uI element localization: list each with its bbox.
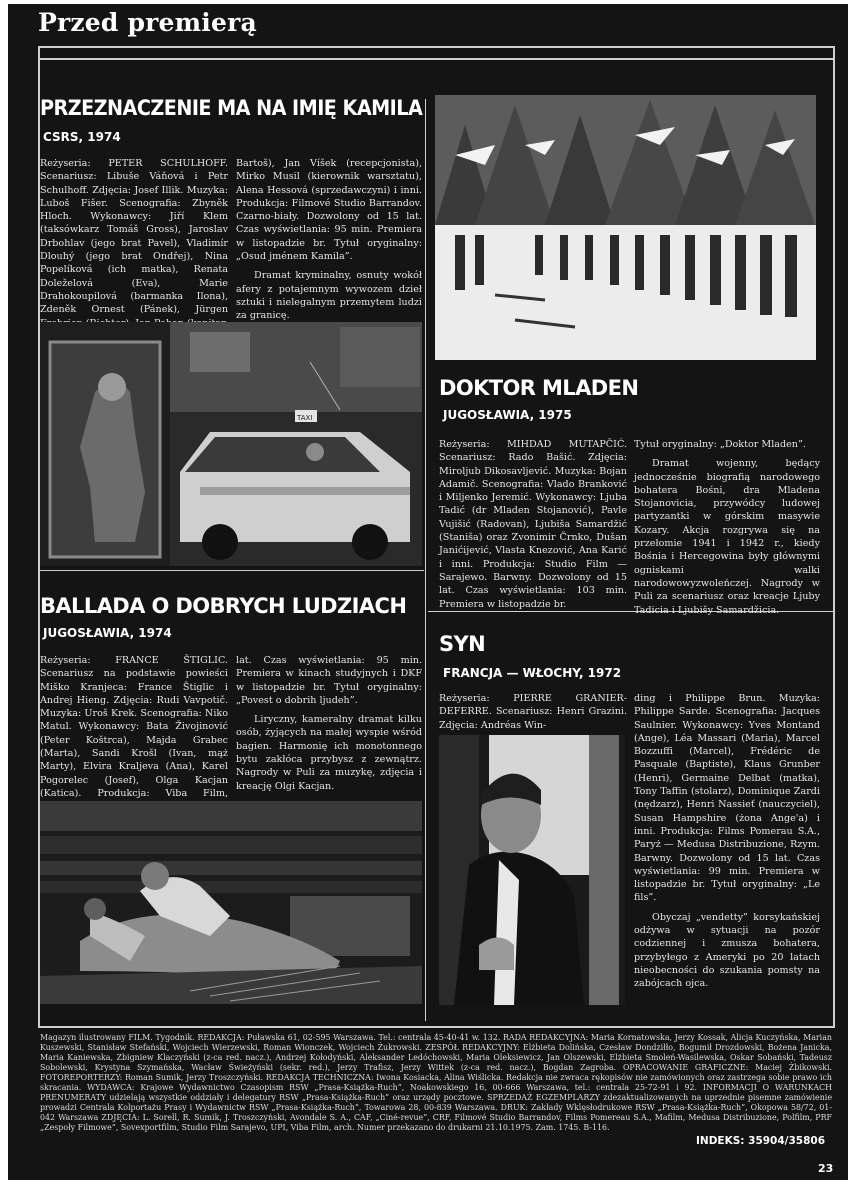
- synopsis-text: Obyczaj „vendetty” korsykańskiej odżywa w sytuacji na pozór codziennej i zmusza bohatera, przybyłego z Ameryki po 20 latach nieobecności do szukania pomsty na zabójcach ojca.: [634, 911, 820, 990]
- article-country-doktor-mladen: JUGOSŁAWIA, 1975: [443, 408, 572, 422]
- index-number: INDEKS: 35904/35806: [696, 1135, 826, 1147]
- article-title-kamila: PRZEZNACZENIE MA NA IMIĘ KAMILA: [40, 96, 423, 120]
- synopsis-text: Liryczny, kameralny dramat kilku osób, żyjących na małej wyspie wśród bagien. Harmonię ich monotonnego bytu zakłóca przybysz z zewnątrz. Nagrody w Puli za muzykę, zdjęcia i kreację Olgi Kacjan.: [236, 714, 422, 792]
- article-title-doktor-mladen: DOKTOR MLADEN: [439, 376, 639, 400]
- colophon: Magazyn ilustrowany FILM. Tygodnik. REDAKCJA: Puławska 61, 02-595 Warszawa. Tel.: centrala 45-40-41 w. 132. RADA REDAKCYJNA: Maria Kornatowska, Jerzy Kossak, Alicja Kuczyńska, Marian Kuszewski, Stanisław Stefański, Wojciech Wierzewski, Roman Wionczek, Wojciech Żukrowski. ZESPÓŁ REDAKCYJNY: Elżbieta Dolińska, Czesław Dondziłło, Bogumił Drozdowski, Bożena Janicka, Maria Kaniewska, Zbigniew Klaczyński (z-ca red. nacz.), Andrzej Kołodyński, Aleksander Ledóchowski, Maria Oleksiewicz, Jan Olszewski, Elżbieta Smoleń-Wasilewska, Oskar Sobański, Tadeusz Sobolewski, Krystyna Szymańska, Wacław Świeżyński (sekr. red.), Jerzy Trafisz, Jerzy Wittek (z-ca red. nacz.), Bogdan Zagroba. OPRACOWANIE GRAFICZNE: Maciej Żbikowski. FOTOREPORTERZY: Roman Sumik, Jerzy Troszczyński. REDAKCJA TECHNICZNA: Iwona Kosiacka, Alina Wiślicka. Redakcja nie zwraca rękopisów nie zamówionych oraz zastrzega sobie prawo ich skracania. WYDAWCA: Krajowe Wydawnictwo Czasopism RSW „Prasa-Książka-Ruch”, Noakowskiego 16, 00-666 Warszawa, tel.: centrala 25-72-91 i 92. INFORMACJI O WARUNKACH PRENUMERATY udzielają wszystkie oddziały i delegatury RSW „Prasa-Książka-Ruch” oraz urzędy pocztowe. SPRZEDAŻ EGZEMPLARZY zdezaktualizowanych na uprzednie pisemne zamówienie prowadzi Centrala Kolportażu Prasy i Wydawnictw RSW „Prasa-Książka-Ruch”, Towarowa 28, 00-839 Warszawa. DRUK: Zakłady Wklęsłodrukowe RSW „Prasa-Książka-Ruch”, Okopowa 58/72, 01-042 Warszawa ZDJĘCIA: L. Sorell, R. Sumik, J. Troszczyński, Avondale S. A., CAF, „Ciné-revue”, CRF, Filmové Studio Barrandov, Films Pomereau S.A., Mafilm, Medusa Distribuzione, Polfilm, PRF „Zespoły Filmowe”, Sovexportfilm, Studio Film Sarajevo, UPI, Viba Film, arch. Numer przekazano do drukarni 21.10.1975. Zam. 1745. B-116.: [40, 1033, 832, 1132]
- magazine-page: [8, 4, 848, 1180]
- credits-text: Reżyseria: PETER SCHULHOFF. Scenariusz: Libuše Váňová i Petr Schulhoff. Zdjęcia: Josef Illik. Muzyka: Luboš Fišer. Scenografia: Zbyněk Hloch. Wykonawcy: Jiří Klem (taksówkarz Tomáš Gross), Jaroslav Drbohlav (jego brat Pavel), Vladimír Dlouhý (jego brat Ondřej), Nina Popelíková (ich matka), Renata Doleželová (Eva), Marie Drahokoupilová (barmanka Ilona), Zdeněk Ornest (Pánek), Jürgen: [40, 158, 228, 316]
- frame-top-rule: [38, 58, 835, 60]
- article-body-syn: [634, 692, 820, 1005]
- photo-man-portrait: [439, 735, 625, 1005]
- credits-text: Reżyseria: FRANCE ŠTIGLIC. Scenariusz na podstawie powieści Miško Kranjeca: France Štiglic i Andrej Hieng. Zdjęcia: Rudi Vavpotič. Muzyka: Uroš Krek. Scenografia: Niko Matul. Wykonawcy: Bata Živojinović (Peter Koštrca), Majda Grabec (Marta), Sandi Krošl (Ivan, mąż Marty), Elvira Kraljeva (Ana), Karel Pogorelec (Josef), Olga Kacjan (Katica). Produkcja: Viba Film,: [40, 655, 228, 799]
- article-country-kamila: CSRS, 1974: [43, 130, 121, 144]
- synopsis-text: Dramat kryminalny, osnuty wokół afery z potajemnym wywozem dzieł sztuki i nielegalnym przemytem ludzi za granicę.: [236, 270, 422, 322]
- article-credits-syn: [439, 692, 627, 732]
- article-body-kamila: [236, 157, 422, 322]
- taxi-sign-text: TAXI: [297, 414, 313, 422]
- credits-text-cont: lat. Czas wyświetlania: 95 min. Premiera w kinach studyjnych i DKF w listopadzie br. Tytuł oryginalny: „Povest o dobrih ljudeh”.: [236, 655, 422, 706]
- credits-text-cont: Tytuł oryginalny: „Doktor Mladen”.: [634, 439, 806, 450]
- page-number: 23: [818, 1162, 834, 1175]
- credits-text: Reżyseria: MIHDAD MUTAPČIĆ. Scenariusz: Rado Bašić. Zdjęcia: Miroljub Dikosavljević. Muzyka: Bojan Adamič. Scenografia: Vlado Branković i Miljenko Jeremić. Wykonawcy: Ljuba Tadić (dr Mladen Stojanović), Pavle Vujišić (Radovan), Ljubiša Samardžić (Staniša) oraz Zvonimir Črnko, Dušan Janićijević, Vlasta Knezović, Ana Karić i inni. Produkcja: Studio Film — Sarajewo. Barwny. Dozwolony od 15 lat. Czas wyświetlania: 103 min. Premiera w listopadzie br.: [439, 439, 627, 610]
- column-divider: [425, 99, 426, 1021]
- article-body-ballada: [236, 654, 422, 799]
- article-country-ballada: JUGOSŁAWIA, 1974: [43, 626, 172, 640]
- article-body-doktor-mladen: [634, 438, 820, 616]
- section-title: Przed premierą: [38, 8, 257, 37]
- photo-snow-forest-soldiers: [435, 95, 816, 360]
- article-credits-ballada: [40, 654, 228, 799]
- credits-text-cont: ding i Philippe Brun. Muzyka: Philippe Sarde. Scenografia: Jacques Saulnier. Wykonawcy: Yves Montand (Ange), Léa Massari (Maria), Marcel Bozzuffi (Marcel), Frédéric de Pasquale (Baptiste), Klaus Grunber (Henri), Germaine Delbat (matka), Tony Taffin (stolarz), Dominique Zardi (nędzarz), Henri Nassieť (nauczyciel), Susan Hampshire (żona Ange'a) i inni. Produkcja: Films Pomerau S.A., Paryż — Medusa Distribuzione, Rzym. Barwny. Dozwolony od 15 lat. Czas wyświetlania: 99 min. Premiera w listopadzie br. Tytuł oryginalny: „Le fils”.: [634, 693, 820, 904]
- section-divider-left: [40, 570, 424, 571]
- article-credits-doktor-mladen: [439, 438, 627, 608]
- credits-text: Reżyseria: PIERRE GRANIER-DEFERRE. Scenariusz: Henri Grazini. Zdjęcia: Andréas Win-: [439, 693, 627, 731]
- article-title-syn: SYN: [439, 632, 486, 656]
- photo-taxi-scene: [40, 322, 422, 566]
- photo-hut-scene: [40, 801, 422, 1004]
- article-country-syn: FRANCJA — WŁOCHY, 1972: [443, 666, 622, 680]
- synopsis-text: Dramat wojenny, będący jednocześnie biografią narodowego bohatera Bośni, dra Mladena Stojanovicia, przywódcy ludowej partyzantki w górskim masywie Kozary. Akcja rozgrywa się na przełomie 1941 i 1942 r., kiedy Bośnia i Hercegowina były głównymi ogniskami walki narodowowyzwoleńczej. Nagrody w Puli za scenariusz oraz kreacje Ljuby Tadicia i Ljubišy Samardžicia.: [634, 458, 820, 616]
- article-credits-kamila: [40, 157, 228, 319]
- credits-text-cont: Bartoš), Jan Víšek (recepcjonista), Mirko Musil (kierownik warsztatu), Alena Hessová (sprzedawczyni) i inni. Produkcja: Filmové Studio Barrandov. Czarno-biały. Dozwolony od 15 lat. Czas wyświetlania: 95 min. Premiera w listopadzie br. Tytuł oryginalny: „Osud jménem Kamila”.: [236, 158, 422, 263]
- article-title-ballada: BALLADA O DOBRYCH LUDZIACH: [40, 594, 407, 618]
